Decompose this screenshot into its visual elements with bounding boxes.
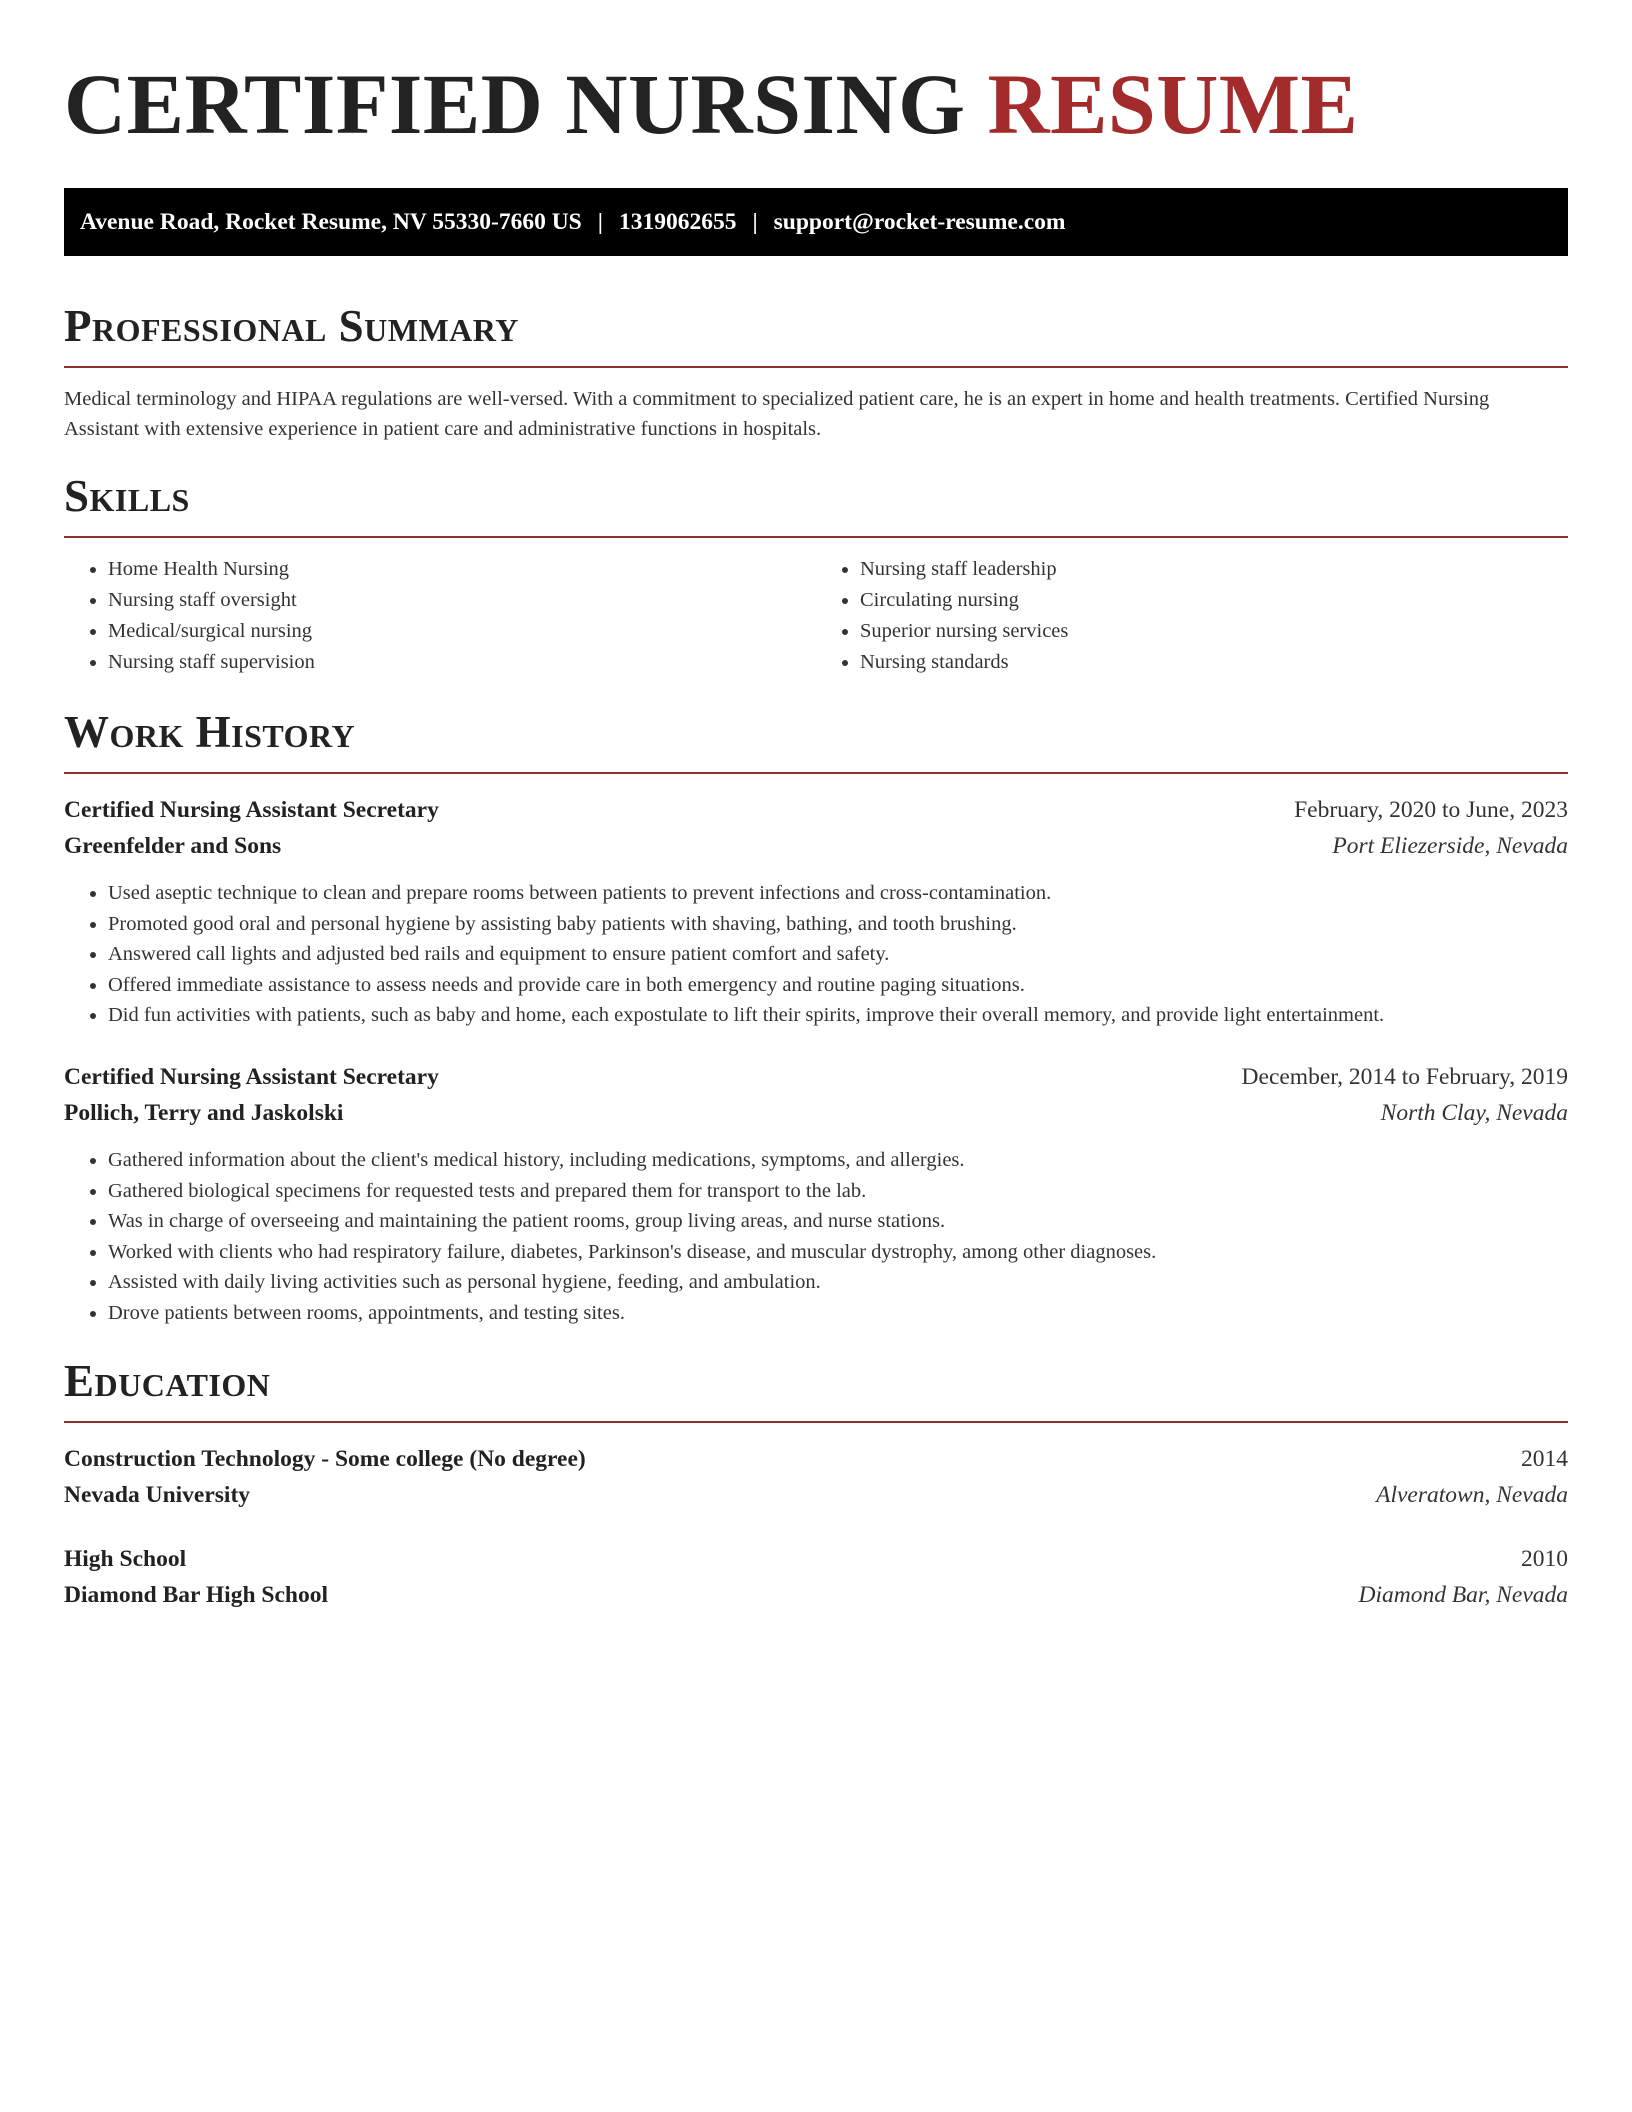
job-title: Certified Nursing Assistant Secretary: [64, 797, 439, 823]
job-duty: • Worked with clients who had respiratory failure, diabetes, Parkinson's disease, and muscular dystrophy, among other diagnoses.: [108, 1237, 1568, 1268]
job-company: Pollich, Terry and Jaskolski: [64, 1099, 344, 1126]
resume-title: [64, 56, 1568, 152]
section-divider: [64, 772, 1568, 774]
job-duty: • Used aseptic technique to clean and prepare rooms between patients to prevent infections and cross-contamination.: [108, 878, 1568, 909]
job-duties: [64, 1145, 1568, 1329]
job-location: Port Eliezerside, Nevada: [1332, 833, 1568, 859]
job-duty: • Answered call lights and adjusted bed rails and equipment to ensure patient comfort and safety.: [108, 939, 1568, 970]
education-entry: [64, 1543, 1568, 1611]
work-history-section: [64, 706, 1568, 1329]
job-duty: • Offered immediate assistance to assess needs and provide care in both emergency and routine paging situations.: [108, 970, 1568, 1001]
contact-bar: [64, 188, 1568, 256]
summary-heading: Professional Summary: [64, 301, 519, 351]
job-header-row: [64, 1061, 1568, 1093]
education-location: Alveratown, Nevada: [1376, 1481, 1568, 1508]
skills-section: [64, 470, 1568, 678]
education-section: [64, 1355, 1568, 1611]
education-entry: [64, 1443, 1568, 1511]
education-heading: Education: [64, 1355, 271, 1406]
skill-item: • Medical/surgical nursing: [108, 616, 816, 647]
summary-text: Medical terminology and HIPAA regulations are well-versed. With a commitment to specialized patient care, he is an expert in home and health treatments. Certified Nursing Assistant with extensive experience in patient care and administrative functions in hospitals.: [64, 388, 1490, 440]
education-school-row: [64, 1479, 1568, 1511]
contact-email: support@rocket-resume.com: [773, 208, 1066, 235]
education-location: Diamond Bar, Nevada: [1358, 1581, 1568, 1608]
job-company: Greenfelder and Sons: [64, 833, 282, 859]
job-company-row: [64, 830, 1568, 862]
job-duty: • Gathered biological specimens for requested tests and prepared them for transport to the lab.: [108, 1176, 1568, 1207]
education-school: Diamond Bar High School: [64, 1581, 328, 1608]
job-duty: • Did fun activities with patients, such as baby and home, each expostulate to lift their spirits, improve their overall memory, and provide light entertainment.: [108, 1000, 1568, 1031]
section-divider: [64, 536, 1568, 538]
education-degree: High School: [64, 1545, 187, 1572]
job-duty: • Drove patients between rooms, appointments, and testing sites.: [108, 1298, 1568, 1329]
skills-heading: Skills: [64, 471, 190, 521]
job-dates: February, 2020 to June, 2023: [1294, 797, 1568, 823]
skills-list-right: [816, 554, 1568, 678]
section-divider: [64, 366, 1568, 368]
education-school: Nevada University: [64, 1481, 251, 1508]
job-duty: • Promoted good oral and personal hygiene by assisting baby patients with shaving, bathing, and tooth brushing.: [108, 909, 1568, 940]
education-header-row: [64, 1543, 1568, 1575]
contact-separator: |: [597, 208, 603, 235]
skill-item: • Superior nursing services: [860, 616, 1568, 647]
skill-item: • Nursing staff supervision: [108, 647, 816, 678]
skill-item: • Home Health Nursing: [108, 554, 816, 585]
contact-phone: 1319062655: [618, 208, 737, 235]
title-main: CERTIFIED NURSING: [64, 56, 966, 152]
skill-item: • Nursing staff oversight: [108, 585, 816, 616]
skill-item: • Circulating nursing: [860, 585, 1568, 616]
skill-item: • Nursing standards: [860, 647, 1568, 678]
section-divider: [64, 1421, 1568, 1423]
job-header-row: [64, 794, 1568, 826]
education-degree: Construction Technology - Some college (No degree): [64, 1445, 586, 1472]
skill-item: • Nursing staff leadership: [860, 554, 1568, 585]
job-entry: [64, 1061, 1568, 1329]
skills-columns: [64, 554, 1568, 678]
job-duties: [64, 878, 1568, 1031]
education-header-row: [64, 1443, 1568, 1475]
education-year: 2010: [1521, 1545, 1568, 1572]
work-history-heading: Work History: [64, 707, 356, 757]
contact-separator: |: [752, 208, 758, 235]
job-duty: • Gathered information about the client's medical history, including medications, symptoms, and allergies.: [108, 1145, 1568, 1176]
job-location: North Clay, Nevada: [1380, 1099, 1568, 1126]
job-entry: [64, 794, 1568, 1031]
education-year: 2014: [1521, 1445, 1568, 1472]
education-school-row: [64, 1579, 1568, 1611]
summary-section: [64, 300, 1568, 444]
job-dates: December, 2014 to February, 2019: [1241, 1063, 1568, 1090]
contact-address: Avenue Road, Rocket Resume, NV 55330-7660 US: [80, 208, 582, 235]
title-accent: RESUME: [987, 56, 1359, 152]
job-title: Certified Nursing Assistant Secretary: [64, 1063, 439, 1090]
skills-list-left: [64, 554, 816, 678]
job-company-row: [64, 1097, 1568, 1129]
job-duty: • Was in charge of overseeing and maintaining the patient rooms, group living areas, and nurse stations.: [108, 1206, 1568, 1237]
job-duty: • Assisted with daily living activities such as personal hygiene, feeding, and ambulation.: [108, 1267, 1568, 1298]
